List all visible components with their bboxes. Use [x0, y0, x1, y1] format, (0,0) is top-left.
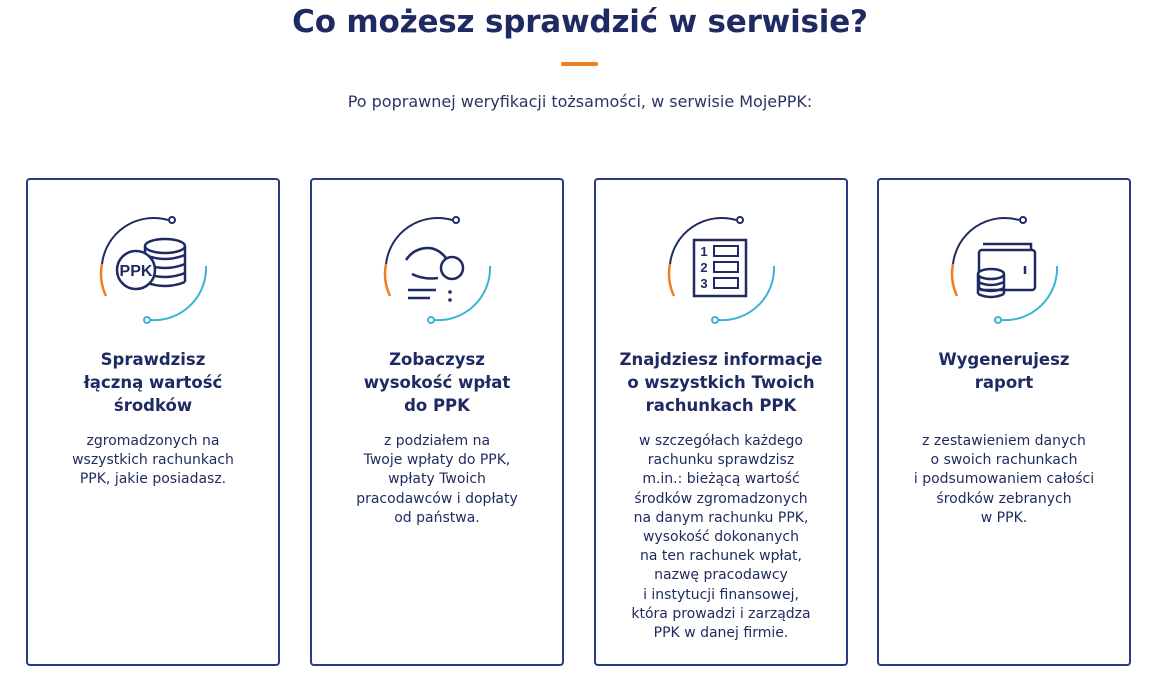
card-heading: Wygenerujesz raport: [938, 350, 1070, 392]
feature-card-accounts-info: [594, 178, 848, 666]
svg-text:2: 2: [700, 260, 708, 275]
card-heading: Zobaczysz wysokość wpłat do PPK: [363, 350, 511, 415]
hand-coin-payment-icon: [374, 208, 498, 326]
ppk-coins-icon: [90, 208, 214, 326]
svg-text:3: 3: [700, 276, 708, 291]
page-subtitle: Po poprawnej weryfikacji tożsamości, w serwisie MojePPK:: [347, 92, 813, 111]
feature-card-total-value: [26, 178, 280, 666]
wallet-report-icon: [941, 208, 1065, 326]
svg-text:1: 1: [700, 244, 708, 259]
card-description: z podziałem na Twoje wpłaty do PPK, wpłaty Twoich pracodawców i dopłaty od państwa.: [356, 433, 518, 526]
numbered-list-icon: [658, 208, 782, 326]
card-description: zgromadzonych na wszystkich rachunkach PPK, jakie posiadasz.: [72, 433, 234, 488]
card-description: w szczegółach każdego rachunku sprawdzisz m.in.: bieżącą wartość środków zgromadzonych na danym rachunku PPK, wysokość dokonanych na ten rachunek wpłat, nazwę pracodawcy i instytucji finansowej, która prowadzi i zarządza PPK w danej firmie.: [631, 433, 811, 642]
svg-text:PPK: PPK: [119, 263, 153, 280]
card-heading: Znajdziesz informacje o wszystkich Twoich rachunkach PPK: [619, 350, 823, 415]
page-title: Co możesz sprawdzić w serwisie?: [292, 4, 868, 40]
feature-card-contributions: [310, 178, 564, 666]
card-description: z zestawieniem danych o swoich rachunkach i podsumowaniem całości środków zebranych w PPK.: [913, 433, 1095, 526]
feature-card-report: [877, 178, 1131, 666]
card-heading: Sprawdzisz łączną wartość środków: [83, 350, 223, 415]
title-accent-line: [561, 62, 598, 66]
